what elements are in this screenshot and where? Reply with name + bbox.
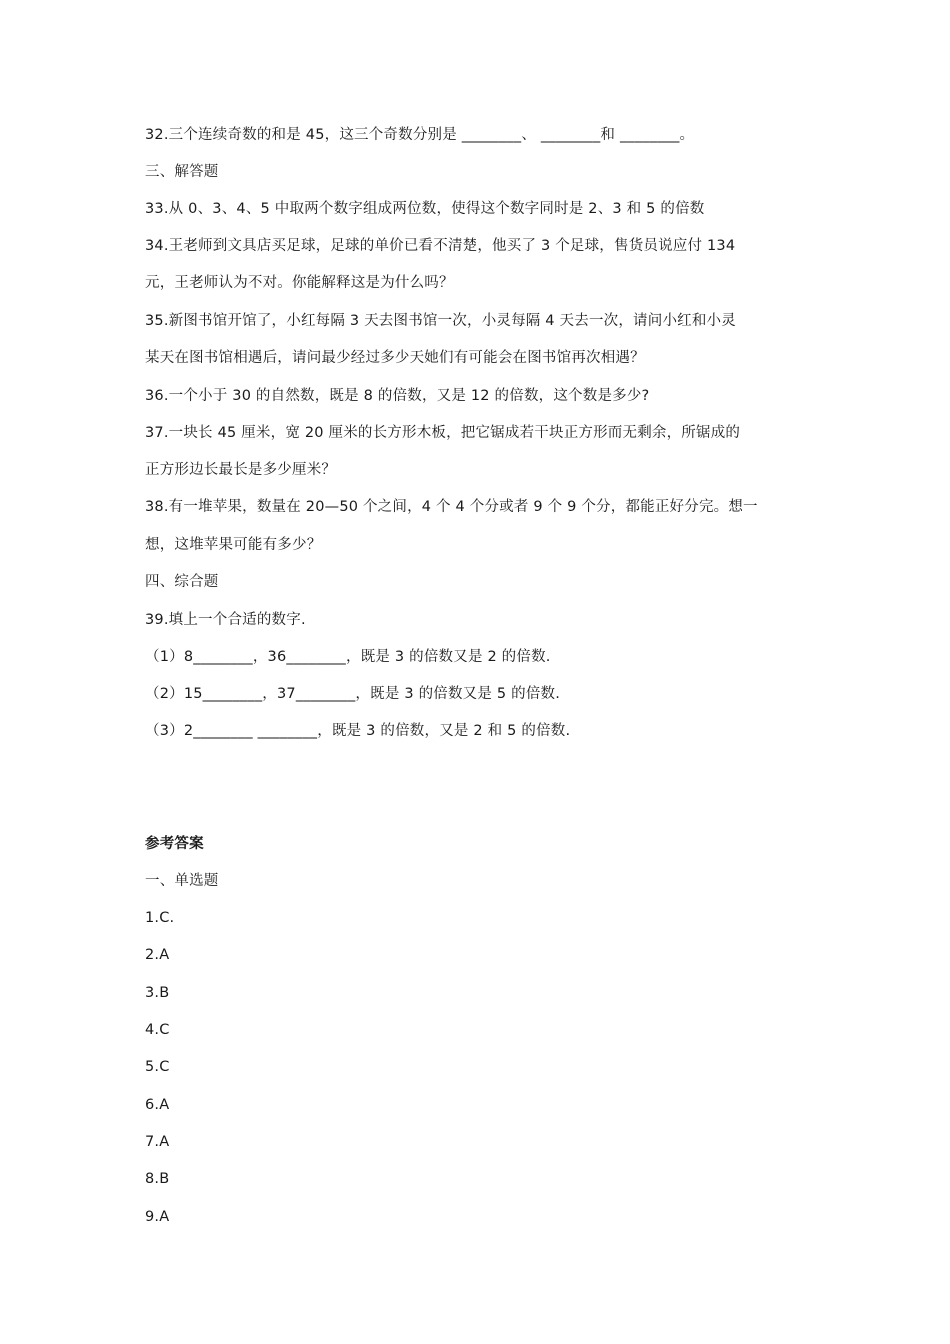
answer-item: 3.B <box>145 985 170 1001</box>
question-38-line-1: 38.有一堆苹果，数量在 20—50 个之间，4 个 4 个分或者 9 个 9 个分，都能正好分完。想一 <box>145 499 758 515</box>
section-heading-comprehensive: 四、综合题 <box>145 574 219 590</box>
question-34-line-2: 元，王老师认为不对。你能解释这是为什么吗？ <box>145 275 454 291</box>
answers-section-heading: 一、单选题 <box>145 873 219 889</box>
answer-item: 9.A <box>145 1209 170 1225</box>
answer-item: 5.C <box>145 1059 170 1075</box>
question-38-line-2: 想，这堆苹果可能有多少？ <box>145 537 322 553</box>
answer-item: 1.C. <box>145 910 175 926</box>
question-36: 36.一个小于 30 的自然数，既是 8 的倍数，又是 12 的倍数，这个数是多少? <box>145 388 650 404</box>
answer-item: 2.A <box>145 947 170 963</box>
question-33: 33.从 0、3、4、5 中取两个数字组成两位数，使得这个数字同时是 2、3 和 5 的倍数 <box>145 201 705 217</box>
question-39-part-1: （1）8________，36________，既是 3 的倍数又是 2 的倍数. <box>145 649 551 665</box>
answer-item: 4.C <box>145 1022 170 1038</box>
question-37-line-2: 正方形边长最长是多少厘米？ <box>145 462 337 478</box>
question-35-line-1: 35.新图书馆开馆了，小红每隔 3 天去图书馆一次，小灵每隔 4 天去一次，请问小红和小灵 <box>145 313 736 329</box>
question-34-line-1: 34.王老师到文具店买足球，足球的单价已看不清楚，他买了 3 个足球，售货员说应付 134 <box>145 238 736 254</box>
answer-item: 8.B <box>145 1171 170 1187</box>
section-heading-answer-questions: 三、解答题 <box>145 164 219 180</box>
question-37-line-1: 37.一块长 45 厘米，宽 20 厘米的长方形木板，把它锯成若干块正方形而无剩余，所锯成的 <box>145 425 741 441</box>
question-35-line-2: 某天在图书馆相遇后，请问最少经过多少天她们有可能会在图书馆再次相遇？ <box>145 350 645 366</box>
answer-item: 7.A <box>145 1134 170 1150</box>
answers-title: 参考答案 <box>145 836 204 852</box>
question-39: 39.填上一个合适的数字. <box>145 612 306 628</box>
question-39-part-3: （3）2________ ________，既是 3 的倍数，又是 2 和 5 的倍数. <box>145 723 571 739</box>
question-32: 32.三个连续奇数的和是 45，这三个奇数分别是 ________、 ________和 ________。 <box>145 127 695 143</box>
answer-item: 6.A <box>145 1097 170 1113</box>
question-39-part-2: （2）15________，37________，既是 3 的倍数又是 5 的倍数. <box>145 686 561 702</box>
